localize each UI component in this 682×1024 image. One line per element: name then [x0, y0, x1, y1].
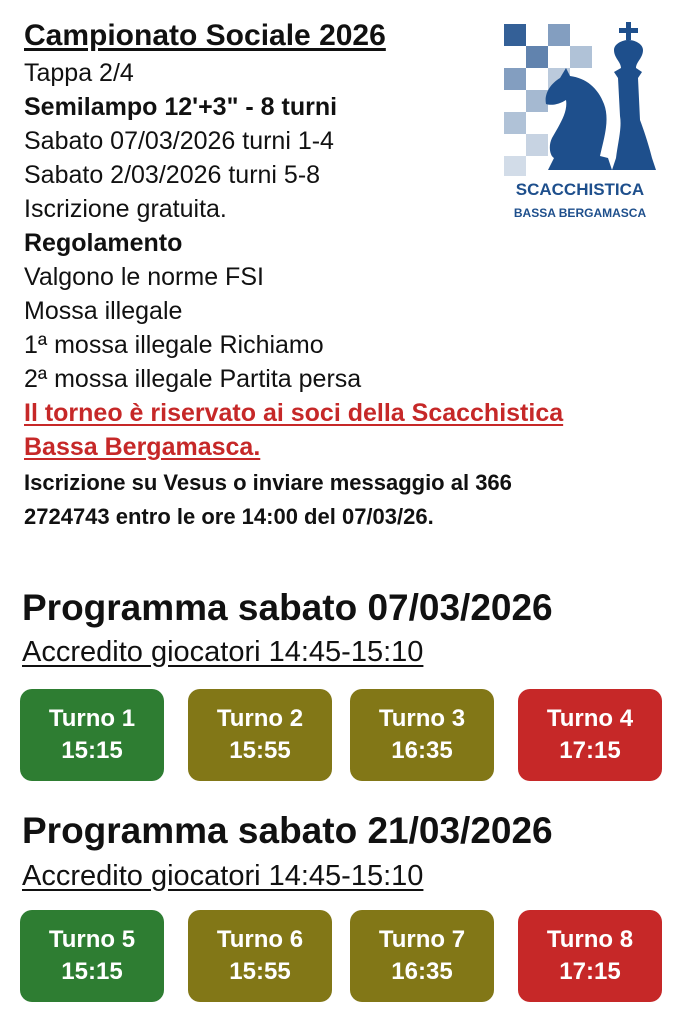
chess-knight-king-icon — [500, 20, 660, 180]
round-time: 15:55 — [229, 958, 291, 985]
round-time: 16:35 — [391, 958, 453, 985]
round-time: 15:15 — [61, 958, 123, 985]
fee-label: Iscrizione gratuita. — [24, 195, 227, 223]
schedule-title: Programma sabato 07/03/2026 — [22, 587, 553, 628]
check-in-time: Accredito giocatori 14:45-15:10 — [22, 636, 424, 668]
round-name: Turno 6 — [216, 926, 304, 953]
logo-text-club: SCACCHISTICA — [515, 180, 645, 199]
format-label: Semilampo 12'+3" - 8 turni — [24, 93, 338, 121]
round-card — [20, 689, 164, 781]
round-name: Turno 7 — [378, 926, 466, 953]
rule-item: Valgono le norme FSI — [24, 263, 264, 291]
registration-note-line1: Iscrizione su Vesus o inviare messaggio al 366 — [24, 470, 512, 495]
registration-note-line2: 2724743 entro le ore 14:00 del 07/03/26. — [24, 504, 434, 529]
round-time: 15:15 — [61, 737, 123, 764]
rule-item: Mossa illegale — [24, 297, 183, 325]
round-name: Turno 1 — [48, 705, 136, 732]
members-only-notice-line1: Il torneo è riservato ai soci della Scacchistica — [24, 399, 564, 427]
round-card — [350, 689, 494, 781]
check-in-time: Accredito giocatori 14:45-15:10 — [22, 860, 424, 892]
rule-item: 1ª mossa illegale Richiamo — [24, 331, 324, 359]
members-only-notice-line2: Bassa Bergamasca. — [24, 433, 261, 461]
schedule-title: Programma sabato 21/03/2026 — [22, 810, 553, 851]
club-logo — [500, 20, 660, 225]
rounds-row — [20, 689, 662, 781]
rounds-row — [20, 910, 662, 1002]
round-card — [518, 689, 662, 781]
round-name: Turno 2 — [216, 705, 304, 732]
round-name: Turno 5 — [48, 926, 136, 953]
round-card — [20, 910, 164, 1002]
round-time: 15:55 — [229, 737, 291, 764]
round-card — [518, 910, 662, 1002]
date-line-1: Sabato 07/03/2026 turni 1-4 — [24, 127, 334, 155]
round-name: Turno 8 — [546, 926, 634, 953]
rules-heading: Regolamento — [24, 229, 183, 257]
round-card — [188, 910, 332, 1002]
logo-text-location: BASSA BERGAMASCA — [513, 206, 647, 220]
date-line-2: Sabato 2/03/2026 turni 5-8 — [24, 161, 321, 189]
round-time: 16:35 — [391, 737, 453, 764]
stage-label: Tappa 2/4 — [24, 59, 134, 87]
tournament-title: Campionato Sociale 2026 — [24, 19, 386, 52]
round-card — [188, 689, 332, 781]
round-time: 17:15 — [559, 737, 621, 764]
round-card — [350, 910, 494, 1002]
round-time: 17:15 — [559, 958, 621, 985]
round-name: Turno 3 — [378, 705, 466, 732]
round-name: Turno 4 — [546, 705, 634, 732]
rule-item: 2ª mossa illegale Partita persa — [24, 365, 362, 393]
